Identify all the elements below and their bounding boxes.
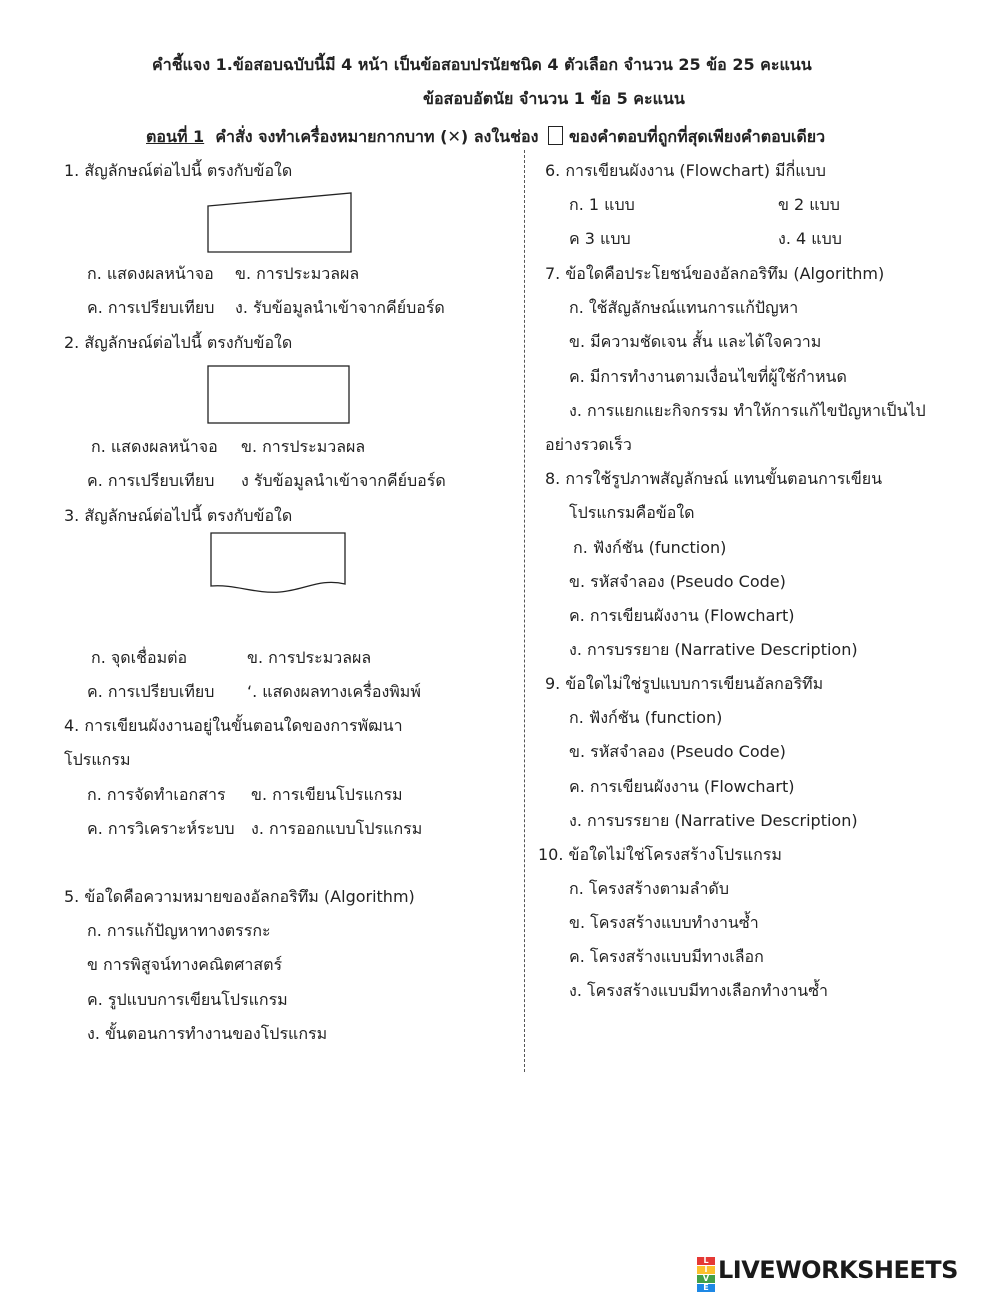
q6-option-a[interactable]: ก. 1 แบบ xyxy=(569,195,635,214)
q2-option-a[interactable]: ก. แสดงผลหน้าจอ xyxy=(91,437,218,456)
question-5: 5. ข้อใดคือความหมายของอัลกอริทึม (Algorithm) xyxy=(64,887,415,906)
part-label: ตอนที่ 1 xyxy=(146,127,205,146)
logo-mark-letter: I xyxy=(697,1266,715,1274)
question-7: 7. ข้อใดคือประโยชน์ของอัลกอริทึม (Algorithm) xyxy=(545,264,885,283)
instruction-text-b: ของคำตอบที่ถูกที่สุดเพียงคำตอบเดียว xyxy=(568,127,826,146)
question-9: 9. ข้อใดไม่ใช่รูปแบบการเขียนอัลกอริทึม xyxy=(545,674,824,693)
q2-option-b[interactable]: ข. การประมวลผล xyxy=(241,437,366,456)
q1-option-d[interactable]: ง. รับข้อมูลนำเข้าจากคีย์บอร์ด xyxy=(235,298,445,317)
q8-option-c[interactable]: ค. การเขียนผังงาน (Flowchart) xyxy=(569,606,795,625)
instruction-text-a: คำสั่ง จงทำเครื่องหมายกากบาท (✕) ลงในช่อง xyxy=(215,127,539,146)
q3-option-a[interactable]: ก. จุดเชื่อมต่อ xyxy=(91,648,188,667)
q5-option-c[interactable]: ค. รูปแบบการเขียนโปรแกรม xyxy=(87,990,288,1009)
q9-option-a[interactable]: ก. ฟังก์ชัน (function) xyxy=(569,708,723,727)
q3-option-b[interactable]: ข. การประมวลผล xyxy=(247,648,372,667)
logo-text: LIVEWORKSHEETS xyxy=(718,1256,958,1284)
q2-option-d[interactable]: ง รับข้อมูลนำเข้าจากคีย์บอร์ด xyxy=(241,471,446,490)
question-8: 8. การใช้รูปภาพสัญลักษณ์ แทนขั้นตอนการเขียน xyxy=(545,469,883,488)
q3-option-d[interactable]: ‘. แสดงผลทางเครื่องพิมพ์ xyxy=(247,682,421,701)
q10-option-a[interactable]: ก. โครงสร้างตามลำดับ xyxy=(569,879,729,898)
q10-option-d[interactable]: ง. โครงสร้างแบบมีทางเลือกทำงานซ้ำ xyxy=(569,981,829,1000)
q7-option-b[interactable]: ข. มีความชัดเจน สั้น และได้ใจความ xyxy=(569,332,822,351)
q1-option-c[interactable]: ค. การเปรียบเทียบ xyxy=(87,298,215,317)
q6-option-b[interactable]: ข 2 แบบ xyxy=(778,195,840,214)
logo-mark-letter: V xyxy=(697,1275,715,1283)
question-4-cont: โปรแกรม xyxy=(64,750,131,769)
column-divider xyxy=(524,150,525,1072)
header-line-2: ข้อสอบอัตนัย จำนวน 1 ข้อ 5 คะแนน xyxy=(423,89,685,108)
q5-option-a[interactable]: ก. การแก้ปัญหาทางตรรกะ xyxy=(87,921,271,940)
logo-mark-icon xyxy=(697,1256,715,1292)
q10-option-b[interactable]: ข. โครงสร้างแบบทำงานซ้ำ xyxy=(569,913,759,932)
checkbox-icon xyxy=(548,126,563,145)
document-symbol xyxy=(210,532,348,598)
q9-option-b[interactable]: ข. รหัสจำลอง (Pseudo Code) xyxy=(569,742,786,761)
instruction-line xyxy=(146,126,825,147)
question-1: 1. สัญลักษณ์ต่อไปนี้ ตรงกับข้อใด xyxy=(64,161,293,180)
logo-mark-letter: L xyxy=(697,1257,715,1265)
q4-option-d[interactable]: ง. การออกแบบโปรแกรม xyxy=(251,819,423,838)
header-line-1: คำชี้แจง 1.ข้อสอบฉบับนี้มี 4 หน้า เป็นข้อสอบปรนัยชนิด 4 ตัวเลือก จำนวน 25 ข้อ 25 คะแนน xyxy=(152,55,812,74)
q9-option-d[interactable]: ง. การบรรยาย (Narrative Description) xyxy=(569,811,858,830)
q5-option-d[interactable]: ง. ขั้นตอนการทำงานของโปรแกรม xyxy=(87,1024,328,1043)
q9-option-c[interactable]: ค. การเขียนผังงาน (Flowchart) xyxy=(569,777,795,796)
question-6: 6. การเขียนผังงาน (Flowchart) มีกี่แบบ xyxy=(545,161,826,180)
q7-option-d-cont: อย่างรวดเร็ว xyxy=(545,435,632,454)
q5-option-b[interactable]: ข การพิสูจน์ทางคณิตศาสตร์ xyxy=(87,955,283,974)
q8-option-a[interactable]: ก. ฟังก์ชัน (function) xyxy=(573,538,727,557)
q4-option-c[interactable]: ค. การวิเคราะห์ระบบ xyxy=(87,819,235,838)
question-8-cont: โปรแกรมคือข้อใด xyxy=(569,503,695,522)
q1-option-a[interactable]: ก. แสดงผลหน้าจอ xyxy=(87,264,214,283)
process-symbol xyxy=(207,365,351,425)
q4-option-a[interactable]: ก. การจัดทำเอกสาร xyxy=(87,785,226,804)
q10-option-c[interactable]: ค. โครงสร้างแบบมีทางเลือก xyxy=(569,947,764,966)
logo-mark-letter: E xyxy=(697,1284,715,1292)
q1-option-b[interactable]: ข. การประมวลผล xyxy=(235,264,360,283)
q3-option-c[interactable]: ค. การเปรียบเทียบ xyxy=(87,682,215,701)
manual-input-symbol xyxy=(207,192,353,254)
question-3: 3. สัญลักษณ์ต่อไปนี้ ตรงกับข้อใด xyxy=(64,506,293,525)
q6-option-c[interactable]: ค 3 แบบ xyxy=(569,229,631,248)
q6-option-d[interactable]: ง. 4 แบบ xyxy=(778,229,842,248)
question-2: 2. สัญลักษณ์ต่อไปนี้ ตรงกับข้อใด xyxy=(64,333,293,352)
question-10: 10. ข้อใดไม่ใช่โครงสร้างโปรแกรม xyxy=(538,845,782,864)
q8-option-d[interactable]: ง. การบรรยาย (Narrative Description) xyxy=(569,640,858,659)
q7-option-d[interactable]: ง. การแยกแยะกิจกรรม ทำให้การแก้ไขปัญหาเป็นไป xyxy=(569,401,926,420)
q4-option-b[interactable]: ข. การเขียนโปรแกรม xyxy=(251,785,403,804)
liveworksheets-logo[interactable] xyxy=(697,1256,958,1292)
question-4: 4. การเขียนผังงานอยู่ในขั้นตอนใดของการพัฒนา xyxy=(64,716,403,735)
q7-option-c[interactable]: ค. มีการทำงานตามเงื่อนไขที่ผู้ใช้กำหนด xyxy=(569,367,847,386)
q2-option-c[interactable]: ค. การเปรียบเทียบ xyxy=(87,471,215,490)
q7-option-a[interactable]: ก. ใช้สัญลักษณ์แทนการแก้ปัญหา xyxy=(569,298,799,317)
q8-option-b[interactable]: ข. รหัสจำลอง (Pseudo Code) xyxy=(569,572,786,591)
